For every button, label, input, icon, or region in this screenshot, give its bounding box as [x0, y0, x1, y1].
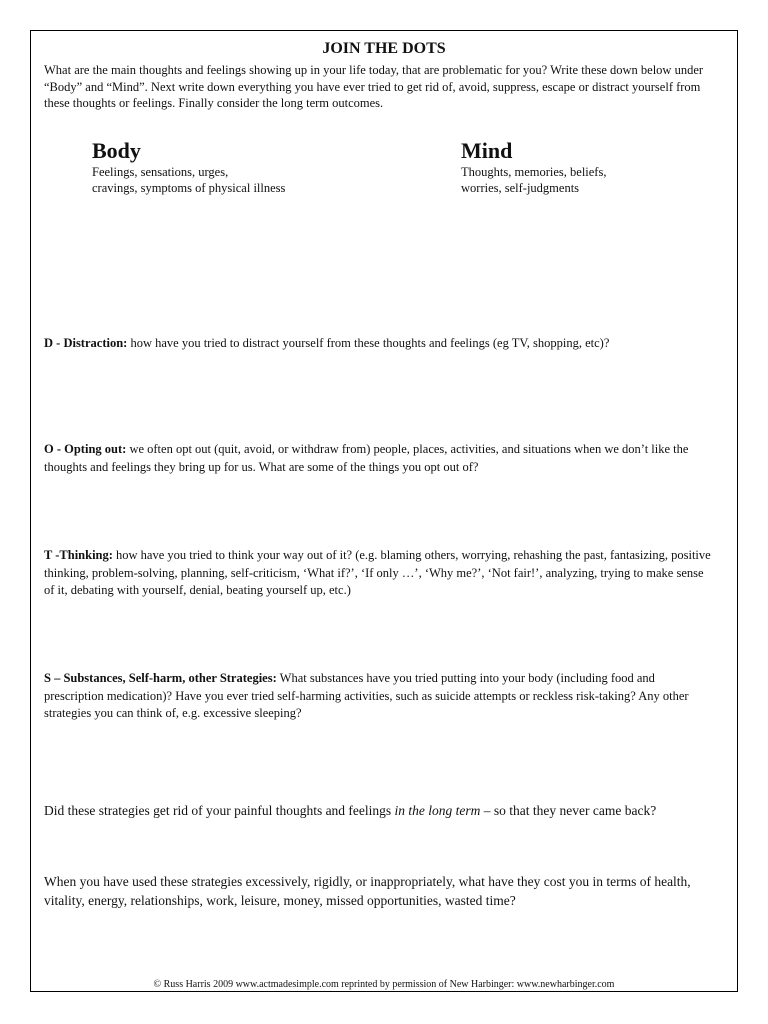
section-thinking-label: T -Thinking:	[44, 548, 113, 562]
mind-description	[461, 164, 606, 196]
page-title: JOIN THE DOTS	[322, 40, 446, 57]
section-opting-out	[44, 441, 716, 476]
section-opting-out-label: O - Opting out:	[44, 442, 127, 456]
section-substances-text: What substances have you tried putting into your body (including food and prescription medication)? Have you ever tried self-harming activities, such as suicide attempts or reckless risk-taking? Any other strategies you can think of, e.g. excessive sleeping?	[44, 671, 689, 720]
body-description-line1: Feelings, sensations, urges,	[92, 165, 229, 179]
body-description-line2: cravings, symptoms of physical illness	[92, 181, 286, 195]
intro-paragraph: What are the main thoughts and feelings showing up in your life today, that are problematic for you? Write these down below under “Body” and “Mind”. Next write down everything you have ever tried to get rid of, avoid, suppress, escape or distract yourself from these thoughts or feelings. Finally consider the long term outcomes.	[44, 63, 704, 110]
question-long-term-italic: in the long term	[394, 803, 481, 818]
mind-description-line2: worries, self-judgments	[461, 181, 580, 195]
section-opting-out-text: we often opt out (quit, avoid, or withdraw from) people, places, activities, and situations when we don’t like the thoughts and feelings they bring up for us. What are some of the things you opt out of?	[44, 442, 689, 474]
question-long-term	[44, 801, 716, 820]
section-distraction-label: D - Distraction:	[44, 336, 128, 350]
question-long-term-after: – so that they never came back?	[480, 803, 657, 818]
body-description	[92, 164, 285, 196]
section-thinking-text: how have you tried to think your way out of it? (e.g. blaming others, worrying, rehashing the past, fantasizing, positive thinking, problem-solving, planning, self-criticism, ‘What if?’, ‘If only …’, ‘Why me?’, ‘Not fair!’, analyzing, trying to make sense of it, debating with yourself, denial, beating yourself up, etc.)	[44, 548, 711, 597]
mind-heading: Mind	[461, 138, 513, 163]
question-cost: When you have used these strategies excessively, rigidly, or inappropriately, what have they cost you in terms of health, vitality, energy, relationships, work, leisure, money, missed opportunities, wasted time?	[44, 874, 691, 908]
section-substances	[44, 670, 716, 723]
body-heading: Body	[92, 138, 141, 163]
section-thinking	[44, 547, 716, 600]
copyright-footer: © Russ Harris 2009 www.actmadesimple.com reprinted by permission of New Harbinger: www.newharbinger.com	[153, 979, 615, 990]
mind-description-line1: Thoughts, memories, beliefs,	[461, 165, 607, 179]
section-substances-label: S – Substances, Self-harm, other Strategies:	[44, 671, 277, 685]
section-distraction-text: how have you tried to distract yourself from these thoughts and feelings (eg TV, shopping, etc)?	[127, 336, 610, 350]
section-distraction	[44, 335, 716, 353]
question-long-term-before: Did these strategies get rid of your painful thoughts and feelings	[44, 803, 395, 818]
